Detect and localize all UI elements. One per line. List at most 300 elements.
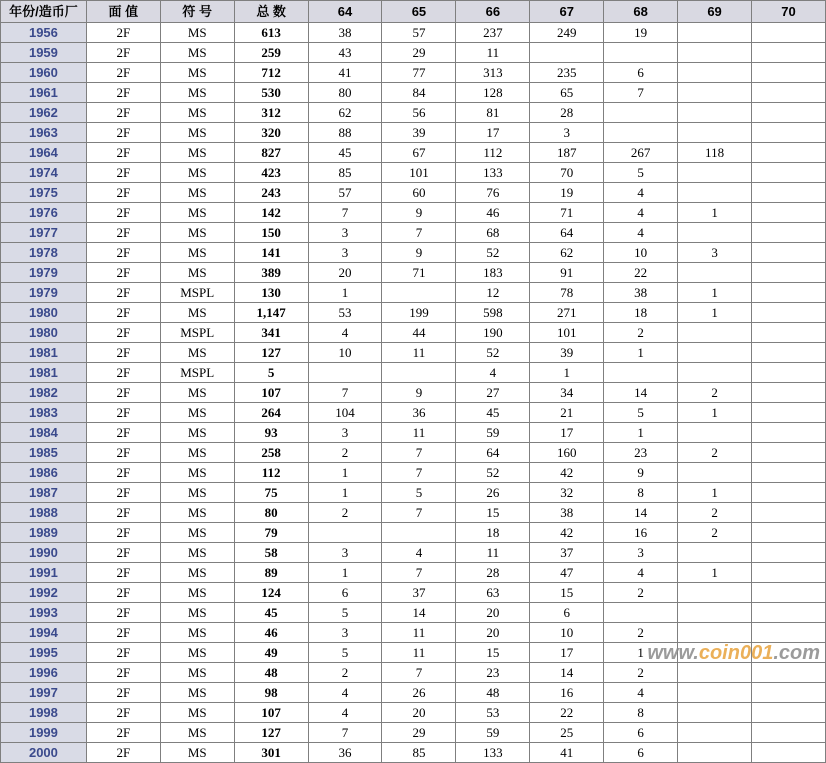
cell-symbol: MS (160, 123, 234, 143)
cell-grade-66: 18 (456, 523, 530, 543)
table-row (1, 143, 826, 163)
cell-denomination: 2F (86, 523, 160, 543)
cell-grade-68: 22 (604, 263, 678, 283)
cell-grade-65 (382, 363, 456, 383)
cell-grade-64: 85 (308, 163, 382, 183)
cell-grade-64: 6 (308, 583, 382, 603)
cell-total: 312 (234, 103, 308, 123)
cell-grade-69 (678, 183, 752, 203)
cell-grade-70 (752, 643, 826, 663)
cell-denomination: 2F (86, 163, 160, 183)
cell-denomination: 2F (86, 83, 160, 103)
cell-grade-69 (678, 23, 752, 43)
cell-grade-68: 4 (604, 203, 678, 223)
table-row (1, 303, 826, 323)
cell-denomination: 2F (86, 343, 160, 363)
cell-grade-66: 17 (456, 123, 530, 143)
cell-grade-69 (678, 103, 752, 123)
cell-total: 98 (234, 683, 308, 703)
cell-grade-70 (752, 343, 826, 363)
cell-grade-65: 7 (382, 463, 456, 483)
cell-grade-65: 7 (382, 443, 456, 463)
cell-grade-70 (752, 63, 826, 83)
cell-denomination: 2F (86, 743, 160, 763)
cell-grade-65: 84 (382, 83, 456, 103)
cell-grade-67: 34 (530, 383, 604, 403)
cell-grade-66: 4 (456, 363, 530, 383)
cell-grade-68: 14 (604, 383, 678, 403)
cell-grade-67: 187 (530, 143, 604, 163)
cell-symbol: MS (160, 383, 234, 403)
cell-grade-67: 47 (530, 563, 604, 583)
cell-total: 141 (234, 243, 308, 263)
cell-total: 124 (234, 583, 308, 603)
cell-grade-64 (308, 363, 382, 383)
cell-grade-64: 10 (308, 343, 382, 363)
cell-year: 1994 (1, 623, 87, 643)
cell-grade-65: 44 (382, 323, 456, 343)
cell-denomination: 2F (86, 563, 160, 583)
cell-grade-68: 6 (604, 723, 678, 743)
table-row (1, 223, 826, 243)
cell-grade-65: 11 (382, 343, 456, 363)
cell-grade-67: 32 (530, 483, 604, 503)
cell-grade-68: 8 (604, 703, 678, 723)
cell-grade-66: 190 (456, 323, 530, 343)
cell-grade-68: 1 (604, 423, 678, 443)
cell-grade-64: 5 (308, 603, 382, 623)
cell-grade-64: 1 (308, 463, 382, 483)
cell-grade-68 (604, 603, 678, 623)
cell-total: 243 (234, 183, 308, 203)
cell-grade-68: 1 (604, 343, 678, 363)
table-row (1, 683, 826, 703)
cell-grade-65: 9 (382, 383, 456, 403)
cell-grade-70 (752, 363, 826, 383)
cell-grade-64: 104 (308, 403, 382, 423)
cell-denomination: 2F (86, 223, 160, 243)
cell-symbol: MS (160, 623, 234, 643)
cell-symbol: MS (160, 463, 234, 483)
table-header (1, 1, 826, 23)
cell-grade-70 (752, 483, 826, 503)
cell-denomination: 2F (86, 683, 160, 703)
cell-total: 107 (234, 383, 308, 403)
column-header-year: 年份/造币厂 (1, 1, 87, 23)
cell-grade-64: 80 (308, 83, 382, 103)
cell-year: 1979 (1, 263, 87, 283)
cell-year: 1982 (1, 383, 87, 403)
cell-grade-64: 45 (308, 143, 382, 163)
cell-grade-68: 14 (604, 503, 678, 523)
cell-denomination: 2F (86, 503, 160, 523)
cell-grade-65: 29 (382, 43, 456, 63)
cell-grade-70 (752, 283, 826, 303)
column-header-denomination: 面 值 (86, 1, 160, 23)
cell-grade-68 (604, 103, 678, 123)
cell-year: 1979 (1, 283, 87, 303)
cell-grade-66: 53 (456, 703, 530, 723)
cell-grade-65: 199 (382, 303, 456, 323)
cell-grade-64: 3 (308, 223, 382, 243)
column-header-grade-67: 67 (530, 1, 604, 23)
cell-grade-66: 20 (456, 603, 530, 623)
cell-grade-66: 313 (456, 63, 530, 83)
cell-year: 1983 (1, 403, 87, 423)
cell-grade-64: 1 (308, 283, 382, 303)
cell-year: 1978 (1, 243, 87, 263)
cell-grade-65: 7 (382, 563, 456, 583)
cell-year: 1991 (1, 563, 87, 583)
cell-denomination: 2F (86, 143, 160, 163)
cell-grade-66: 76 (456, 183, 530, 203)
cell-grade-70 (752, 83, 826, 103)
cell-symbol: MS (160, 603, 234, 623)
cell-grade-70 (752, 703, 826, 723)
cell-total: 46 (234, 623, 308, 643)
column-header-grade-68: 68 (604, 1, 678, 23)
cell-year: 1995 (1, 643, 87, 663)
cell-grade-66: 63 (456, 583, 530, 603)
cell-grade-68: 2 (604, 583, 678, 603)
table-row (1, 203, 826, 223)
cell-grade-64: 4 (308, 703, 382, 723)
cell-grade-69: 1 (678, 483, 752, 503)
cell-grade-64: 2 (308, 663, 382, 683)
cell-year: 1960 (1, 63, 87, 83)
cell-symbol: MS (160, 563, 234, 583)
cell-total: 93 (234, 423, 308, 443)
column-header-grade-65: 65 (382, 1, 456, 23)
cell-grade-67: 271 (530, 303, 604, 323)
cell-grade-66: 68 (456, 223, 530, 243)
cell-denomination: 2F (86, 623, 160, 643)
table-row (1, 43, 826, 63)
table-row (1, 403, 826, 423)
cell-grade-64 (308, 523, 382, 543)
cell-grade-69: 1 (678, 563, 752, 583)
cell-symbol: MS (160, 583, 234, 603)
cell-grade-70 (752, 403, 826, 423)
cell-grade-65: 7 (382, 223, 456, 243)
cell-grade-66: 46 (456, 203, 530, 223)
cell-grade-68: 2 (604, 323, 678, 343)
cell-grade-69 (678, 63, 752, 83)
cell-symbol: MS (160, 63, 234, 83)
cell-grade-66: 20 (456, 623, 530, 643)
cell-grade-68: 8 (604, 483, 678, 503)
cell-grade-67: 64 (530, 223, 604, 243)
cell-grade-69 (678, 603, 752, 623)
cell-symbol: MS (160, 223, 234, 243)
cell-total: 5 (234, 363, 308, 383)
cell-year: 1992 (1, 583, 87, 603)
cell-denomination: 2F (86, 283, 160, 303)
column-header-symbol: 符 号 (160, 1, 234, 23)
cell-grade-68 (604, 363, 678, 383)
cell-grade-66: 15 (456, 643, 530, 663)
cell-grade-65: 36 (382, 403, 456, 423)
cell-denomination: 2F (86, 583, 160, 603)
cell-grade-64: 43 (308, 43, 382, 63)
table-row (1, 343, 826, 363)
table-row (1, 563, 826, 583)
cell-grade-65: 39 (382, 123, 456, 143)
cell-grade-66: 128 (456, 83, 530, 103)
cell-grade-70 (752, 243, 826, 263)
cell-grade-65: 4 (382, 543, 456, 563)
cell-grade-69: 1 (678, 403, 752, 423)
cell-symbol: MS (160, 443, 234, 463)
cell-denomination: 2F (86, 463, 160, 483)
cell-year: 1981 (1, 343, 87, 363)
cell-grade-70 (752, 663, 826, 683)
cell-grade-64: 2 (308, 503, 382, 523)
cell-grade-64: 20 (308, 263, 382, 283)
table-row (1, 463, 826, 483)
cell-symbol: MS (160, 83, 234, 103)
table-row (1, 63, 826, 83)
cell-grade-65: 29 (382, 723, 456, 743)
cell-symbol: MS (160, 523, 234, 543)
cell-symbol: MS (160, 143, 234, 163)
table-body (1, 23, 826, 763)
cell-grade-67: 39 (530, 343, 604, 363)
cell-grade-70 (752, 23, 826, 43)
cell-symbol: MS (160, 703, 234, 723)
cell-grade-68: 5 (604, 163, 678, 183)
cell-grade-67: 42 (530, 523, 604, 543)
cell-grade-65: 20 (382, 703, 456, 723)
cell-symbol: MSPL (160, 323, 234, 343)
cell-grade-67: 41 (530, 743, 604, 763)
cell-grade-66: 11 (456, 43, 530, 63)
cell-grade-64: 53 (308, 303, 382, 323)
cell-grade-64: 7 (308, 203, 382, 223)
cell-grade-68: 3 (604, 543, 678, 563)
cell-total: 107 (234, 703, 308, 723)
cell-grade-66: 237 (456, 23, 530, 43)
cell-grade-65: 11 (382, 423, 456, 443)
cell-total: 264 (234, 403, 308, 423)
cell-grade-66: 52 (456, 343, 530, 363)
table-row (1, 623, 826, 643)
cell-grade-69: 2 (678, 443, 752, 463)
table-row (1, 743, 826, 763)
cell-grade-67: 101 (530, 323, 604, 343)
cell-grade-70 (752, 123, 826, 143)
watermark-suffix: .com (773, 642, 820, 664)
cell-grade-64: 88 (308, 123, 382, 143)
cell-year: 1956 (1, 23, 87, 43)
table-row (1, 503, 826, 523)
cell-grade-69 (678, 463, 752, 483)
table-row (1, 523, 826, 543)
cell-grade-65: 11 (382, 643, 456, 663)
cell-grade-65: 56 (382, 103, 456, 123)
column-header-grade-64: 64 (308, 1, 382, 23)
cell-grade-69 (678, 723, 752, 743)
cell-denomination: 2F (86, 603, 160, 623)
cell-grade-64: 7 (308, 723, 382, 743)
cell-denomination: 2F (86, 703, 160, 723)
cell-symbol: MS (160, 503, 234, 523)
cell-grade-67: 249 (530, 23, 604, 43)
cell-grade-68: 7 (604, 83, 678, 103)
cell-grade-70 (752, 383, 826, 403)
cell-denomination: 2F (86, 103, 160, 123)
cell-grade-67: 62 (530, 243, 604, 263)
cell-grade-70 (752, 503, 826, 523)
cell-grade-66: 11 (456, 543, 530, 563)
cell-grade-68: 6 (604, 743, 678, 763)
cell-grade-70 (752, 423, 826, 443)
cell-grade-66: 183 (456, 263, 530, 283)
cell-grade-65: 101 (382, 163, 456, 183)
cell-grade-66: 28 (456, 563, 530, 583)
cell-year: 1989 (1, 523, 87, 543)
cell-symbol: MS (160, 403, 234, 423)
cell-total: 530 (234, 83, 308, 103)
cell-total: 130 (234, 283, 308, 303)
cell-grade-69: 2 (678, 523, 752, 543)
cell-grade-69 (678, 423, 752, 443)
cell-grade-65: 57 (382, 23, 456, 43)
cell-grade-69 (678, 43, 752, 63)
cell-total: 89 (234, 563, 308, 583)
cell-grade-68: 267 (604, 143, 678, 163)
cell-denomination: 2F (86, 203, 160, 223)
table-row (1, 543, 826, 563)
cell-total: 127 (234, 343, 308, 363)
cell-grade-70 (752, 463, 826, 483)
cell-grade-70 (752, 263, 826, 283)
cell-grade-66: 59 (456, 423, 530, 443)
cell-grade-67: 19 (530, 183, 604, 203)
cell-denomination: 2F (86, 443, 160, 463)
cell-total: 112 (234, 463, 308, 483)
cell-symbol: MS (160, 423, 234, 443)
cell-year: 1964 (1, 143, 87, 163)
cell-grade-67: 21 (530, 403, 604, 423)
cell-grade-64: 38 (308, 23, 382, 43)
cell-grade-69: 118 (678, 143, 752, 163)
cell-grade-69 (678, 343, 752, 363)
table-row (1, 183, 826, 203)
cell-grade-68: 1 (604, 643, 678, 663)
cell-year: 1996 (1, 663, 87, 683)
cell-grade-67: 65 (530, 83, 604, 103)
cell-grade-66: 81 (456, 103, 530, 123)
cell-grade-65: 71 (382, 263, 456, 283)
cell-grade-69 (678, 703, 752, 723)
cell-denomination: 2F (86, 243, 160, 263)
table-row (1, 163, 826, 183)
cell-year: 1984 (1, 423, 87, 443)
cell-grade-67: 14 (530, 663, 604, 683)
cell-grade-70 (752, 543, 826, 563)
cell-total: 58 (234, 543, 308, 563)
cell-year: 1963 (1, 123, 87, 143)
cell-grade-67: 71 (530, 203, 604, 223)
cell-denomination: 2F (86, 483, 160, 503)
cell-grade-68: 5 (604, 403, 678, 423)
cell-grade-65: 14 (382, 603, 456, 623)
cell-grade-69 (678, 623, 752, 643)
cell-grade-66: 133 (456, 743, 530, 763)
cell-total: 79 (234, 523, 308, 543)
cell-grade-65 (382, 283, 456, 303)
cell-symbol: MS (160, 23, 234, 43)
cell-grade-66: 59 (456, 723, 530, 743)
table-row (1, 243, 826, 263)
cell-grade-65: 77 (382, 63, 456, 83)
cell-year: 1976 (1, 203, 87, 223)
table-row (1, 603, 826, 623)
cell-grade-67: 15 (530, 583, 604, 603)
cell-total: 142 (234, 203, 308, 223)
cell-denomination: 2F (86, 663, 160, 683)
cell-year: 1998 (1, 703, 87, 723)
cell-grade-69 (678, 363, 752, 383)
cell-denomination: 2F (86, 643, 160, 663)
cell-symbol: MS (160, 203, 234, 223)
column-header-grade-70: 70 (752, 1, 826, 23)
cell-symbol: MS (160, 643, 234, 663)
cell-grade-67: 38 (530, 503, 604, 523)
cell-grade-70 (752, 563, 826, 583)
table-row (1, 83, 826, 103)
cell-grade-68 (604, 123, 678, 143)
cell-year: 1986 (1, 463, 87, 483)
cell-grade-64: 36 (308, 743, 382, 763)
cell-denomination: 2F (86, 363, 160, 383)
cell-grade-67: 17 (530, 643, 604, 663)
cell-symbol: MSPL (160, 283, 234, 303)
cell-grade-70 (752, 163, 826, 183)
cell-grade-65: 9 (382, 203, 456, 223)
cell-year: 1975 (1, 183, 87, 203)
cell-symbol: MS (160, 683, 234, 703)
cell-denomination: 2F (86, 123, 160, 143)
cell-grade-70 (752, 683, 826, 703)
cell-total: 259 (234, 43, 308, 63)
cell-grade-68: 19 (604, 23, 678, 43)
table-row (1, 103, 826, 123)
cell-grade-69 (678, 543, 752, 563)
cell-grade-68: 9 (604, 463, 678, 483)
cell-grade-67: 16 (530, 683, 604, 703)
cell-grade-64: 2 (308, 443, 382, 463)
cell-total: 613 (234, 23, 308, 43)
cell-grade-64: 4 (308, 323, 382, 343)
cell-grade-70 (752, 223, 826, 243)
cell-total: 423 (234, 163, 308, 183)
cell-grade-69: 3 (678, 243, 752, 263)
cell-grade-64: 3 (308, 623, 382, 643)
table-row (1, 423, 826, 443)
cell-denomination: 2F (86, 723, 160, 743)
cell-grade-65: 85 (382, 743, 456, 763)
cell-grade-66: 48 (456, 683, 530, 703)
cell-grade-68: 16 (604, 523, 678, 543)
cell-grade-68: 4 (604, 563, 678, 583)
cell-grade-69: 2 (678, 503, 752, 523)
cell-grade-66: 133 (456, 163, 530, 183)
cell-total: 45 (234, 603, 308, 623)
cell-grade-66: 52 (456, 463, 530, 483)
cell-total: 127 (234, 723, 308, 743)
